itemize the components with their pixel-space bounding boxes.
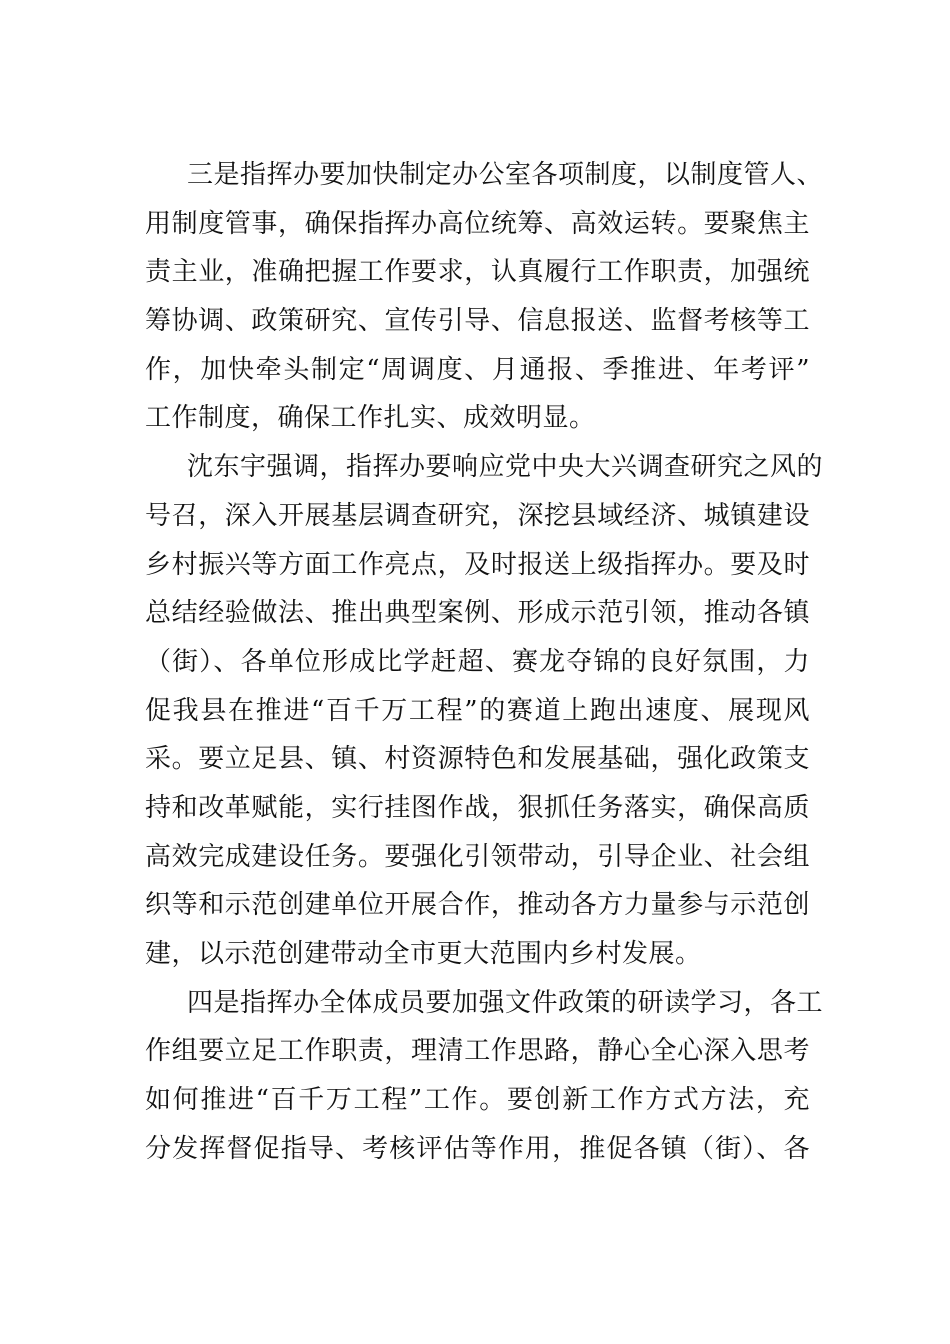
text-line: 筹协调、政策研究、宣传引导、信息报送、监督考核等工 <box>145 306 810 337</box>
text-line: 分发挥督促指导、考核评估等作用，推促各镇（街）、各 <box>145 1133 810 1164</box>
text-line: 作，加快牵头制定“周调度、月通报、季推进、年考评” <box>145 354 810 385</box>
text-line: 作组要立足工作职责，理清工作思路，静心全心深入思考 <box>145 1036 810 1067</box>
text-line: 沈东宇强调，指挥办要响应党中央大兴调查研究之风的 <box>187 452 824 483</box>
text-line: 四是指挥办全体成员要加强文件政策的研读学习，各工 <box>187 987 824 1018</box>
text-line: 如何推进“百千万工程”工作。要创新工作方式方法，充 <box>145 1085 810 1116</box>
paragraph-3 <box>145 979 824 1174</box>
text-line: 乡村振兴等方面工作亮点，及时报送上级指挥办。要及时 <box>145 549 810 580</box>
text-line: 织等和示范创建单位开展合作，推动各方力量参与示范创 <box>145 890 810 921</box>
text-line: 责主业，准确把握工作要求，认真履行工作职责，加强统 <box>145 257 810 288</box>
text-line: 采。要立足县、镇、村资源特色和发展基础，强化政策支 <box>145 744 810 775</box>
text-line: 工作制度，确保工作扎实、成效明显。 <box>145 403 596 434</box>
text-line: 号召，深入开展基层调查研究，深挖县域经济、城镇建设 <box>145 500 810 531</box>
text-line: 用制度管事，确保指挥办高位统筹、高效运转。要聚焦主 <box>145 208 810 239</box>
paragraph-2 <box>145 443 824 979</box>
text-line: 高效完成建设任务。要强化引领带动，引导企业、社会组 <box>145 841 810 872</box>
text-line: 促我县在推进“百千万工程”的赛道上跑出速度、展现风 <box>145 695 810 726</box>
text-line: （街）、各单位形成比学赶超、赛龙夺锦的良好氛围，力 <box>145 646 810 677</box>
text-line: 建，以示范创建带动全市更大范围内乡村发展。 <box>145 939 702 969</box>
text-line: 总结经验做法、推出典型案例、形成示范引领，推动各镇 <box>145 598 810 629</box>
document-body <box>145 151 824 1173</box>
paragraph-1 <box>145 151 824 443</box>
text-line: 三是指挥办要加快制定办公室各项制度，以制度管人、 <box>187 160 824 190</box>
text-line: 持和改革赋能，实行挂图作战，狠抓任务落实，确保高质 <box>145 792 810 823</box>
